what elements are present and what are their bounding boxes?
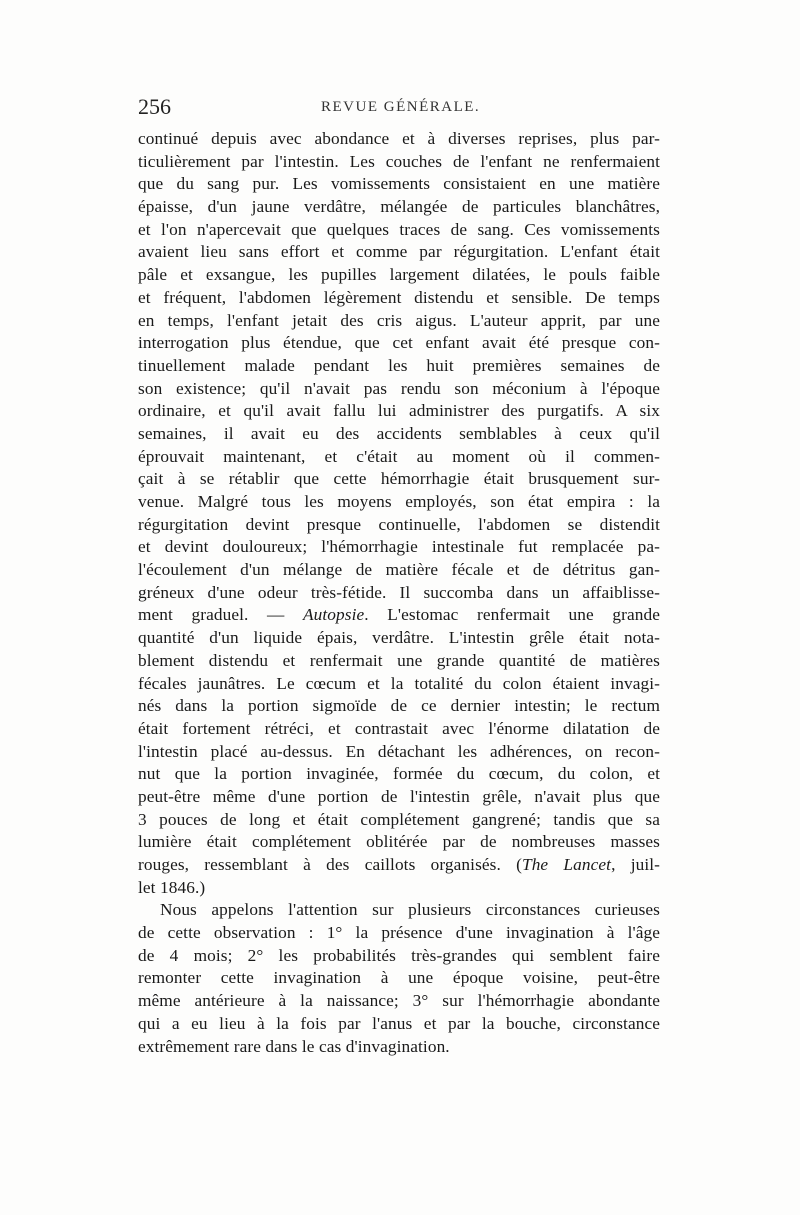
text-line: quantité d'un liquide épais, verdâtre. L'intestin grêle était nota- bbox=[138, 628, 660, 648]
text-line: que du sang pur. Les vomissements consistaient en une matière bbox=[138, 174, 660, 194]
text-line: en temps, l'enfant jetait des cris aigus. L'auteur apprit, par une bbox=[138, 310, 660, 330]
text-line: peut-être même d'une portion de l'intestin grêle, n'avait plus que bbox=[138, 786, 660, 806]
text-line: blement distendu et renfermait une grande quantité de matières bbox=[138, 650, 660, 670]
text-line: pâle et exsangue, les pupilles largement dilatées, le pouls faible bbox=[138, 265, 660, 285]
text-line: était fortement rétréci, et contrastait avec l'énorme dilatation de bbox=[138, 718, 660, 738]
text-line: l'écoulement d'un mélange de matière fécale et de détritus gan- bbox=[138, 560, 660, 580]
running-head: REVUE GÉNÉRALE. bbox=[321, 99, 481, 115]
text-line: éprouvait maintenant, et c'était au moment où il commen- bbox=[138, 446, 660, 466]
text-line: et l'on n'apercevait que quelques traces de sang. Ces vomissements bbox=[138, 219, 660, 239]
text-line: lumière était complétement oblitérée par de nombreuses masses bbox=[138, 832, 660, 852]
lancet-line-before: rouges, ressemblant à des caillots organisés. ( bbox=[138, 855, 522, 874]
text-line: interrogation plus étendue, que cet enfant avait été presque con- bbox=[138, 333, 660, 353]
text-line: çait à se rétablir que cette hémorrhagie était brusquement sur- bbox=[138, 469, 660, 489]
lancet-italic: The Lancet bbox=[521, 855, 612, 874]
text-line: de cette observation : 1° la présence d'une invagination à l'âge bbox=[138, 923, 660, 943]
text-line: ordinaire, et qu'il avait fallu lui administrer des purgatifs. A six bbox=[138, 401, 660, 421]
autopsy-line bbox=[138, 604, 660, 627]
text-line: et fréquent, l'abdomen légèrement distendu et sensible. De temps bbox=[138, 287, 660, 307]
body-text bbox=[138, 128, 660, 1058]
text-line: nut que la portion invaginée, formée du cœcum, du colon, et bbox=[138, 764, 660, 784]
text-line: venue. Malgré tous les moyens employés, son état empira : la bbox=[138, 492, 660, 511]
text-line: et devint douloureux; l'hémorrhagie intestinale fut remplacée pa- bbox=[138, 537, 660, 557]
page-number: 256 bbox=[138, 94, 171, 119]
text-line: régurgitation devint presque continuelle, l'abdomen se distendit bbox=[138, 514, 660, 534]
page-header bbox=[138, 94, 668, 126]
text-line: continué depuis avec abondance et à diverses reprises, plus par- bbox=[138, 129, 660, 148]
lancet-line-after: , juil- bbox=[611, 855, 660, 874]
text-line: remonter cette invagination à une époque voisine, peut-être bbox=[138, 968, 660, 988]
text-line: épaisse, d'un jaune verdâtre, mélangée de particules blanchâtres, bbox=[138, 197, 660, 217]
text-line: son existence; qu'il n'avait pas rendu son méconium à l'époque bbox=[138, 378, 660, 398]
autopsy-line-after: . L'estomac renfermait une grande bbox=[364, 605, 660, 625]
text-line: nés dans la portion sigmoïde de ce dernier intestin; le rectum bbox=[138, 696, 660, 716]
text-line: tinuellement malade pendant les huit premières semaines de bbox=[138, 355, 660, 375]
lancet-line bbox=[138, 854, 660, 877]
text-line: qui a eu lieu à la fois par l'anus et par la bouche, circonstance bbox=[138, 1013, 660, 1033]
text-line: de 4 mois; 2° les probabilités très-grandes qui semblent faire bbox=[138, 945, 660, 965]
text-line: Nous appelons l'attention sur plusieurs circonstances curieuses bbox=[160, 900, 660, 920]
text-line: let 1846.) bbox=[138, 877, 206, 897]
text-line: semaines, il avait eu des accidents semblables à ceux qu'il bbox=[138, 423, 660, 443]
text-line: ticulièrement par l'intestin. Les couches de l'enfant ne renfermaient bbox=[138, 151, 660, 171]
text-line: fécales jaunâtres. Le cœcum et la totalité du colon étaient invagi- bbox=[138, 673, 660, 693]
text-line: 3 pouces de long et était complétement gangrené; tandis que sa bbox=[138, 809, 660, 829]
text-line: extrêmement rare dans le cas d'invagination. bbox=[138, 1036, 450, 1056]
text-line: avaient lieu sans effort et comme par régurgitation. L'enfant était bbox=[138, 242, 660, 262]
text-line: même antérieure à la naissance; 3° sur l'hémorrhagie abondante bbox=[138, 991, 660, 1011]
text-line: l'intestin placé au-dessus. En détachant les adhérences, on recon- bbox=[138, 741, 660, 761]
autopsy-line-before: ment graduel. — bbox=[138, 605, 303, 625]
text-line: gréneux d'une odeur très-fétide. Il succomba dans un affaiblisse- bbox=[138, 582, 660, 602]
autopsy-italic: Autopsie bbox=[302, 605, 365, 625]
